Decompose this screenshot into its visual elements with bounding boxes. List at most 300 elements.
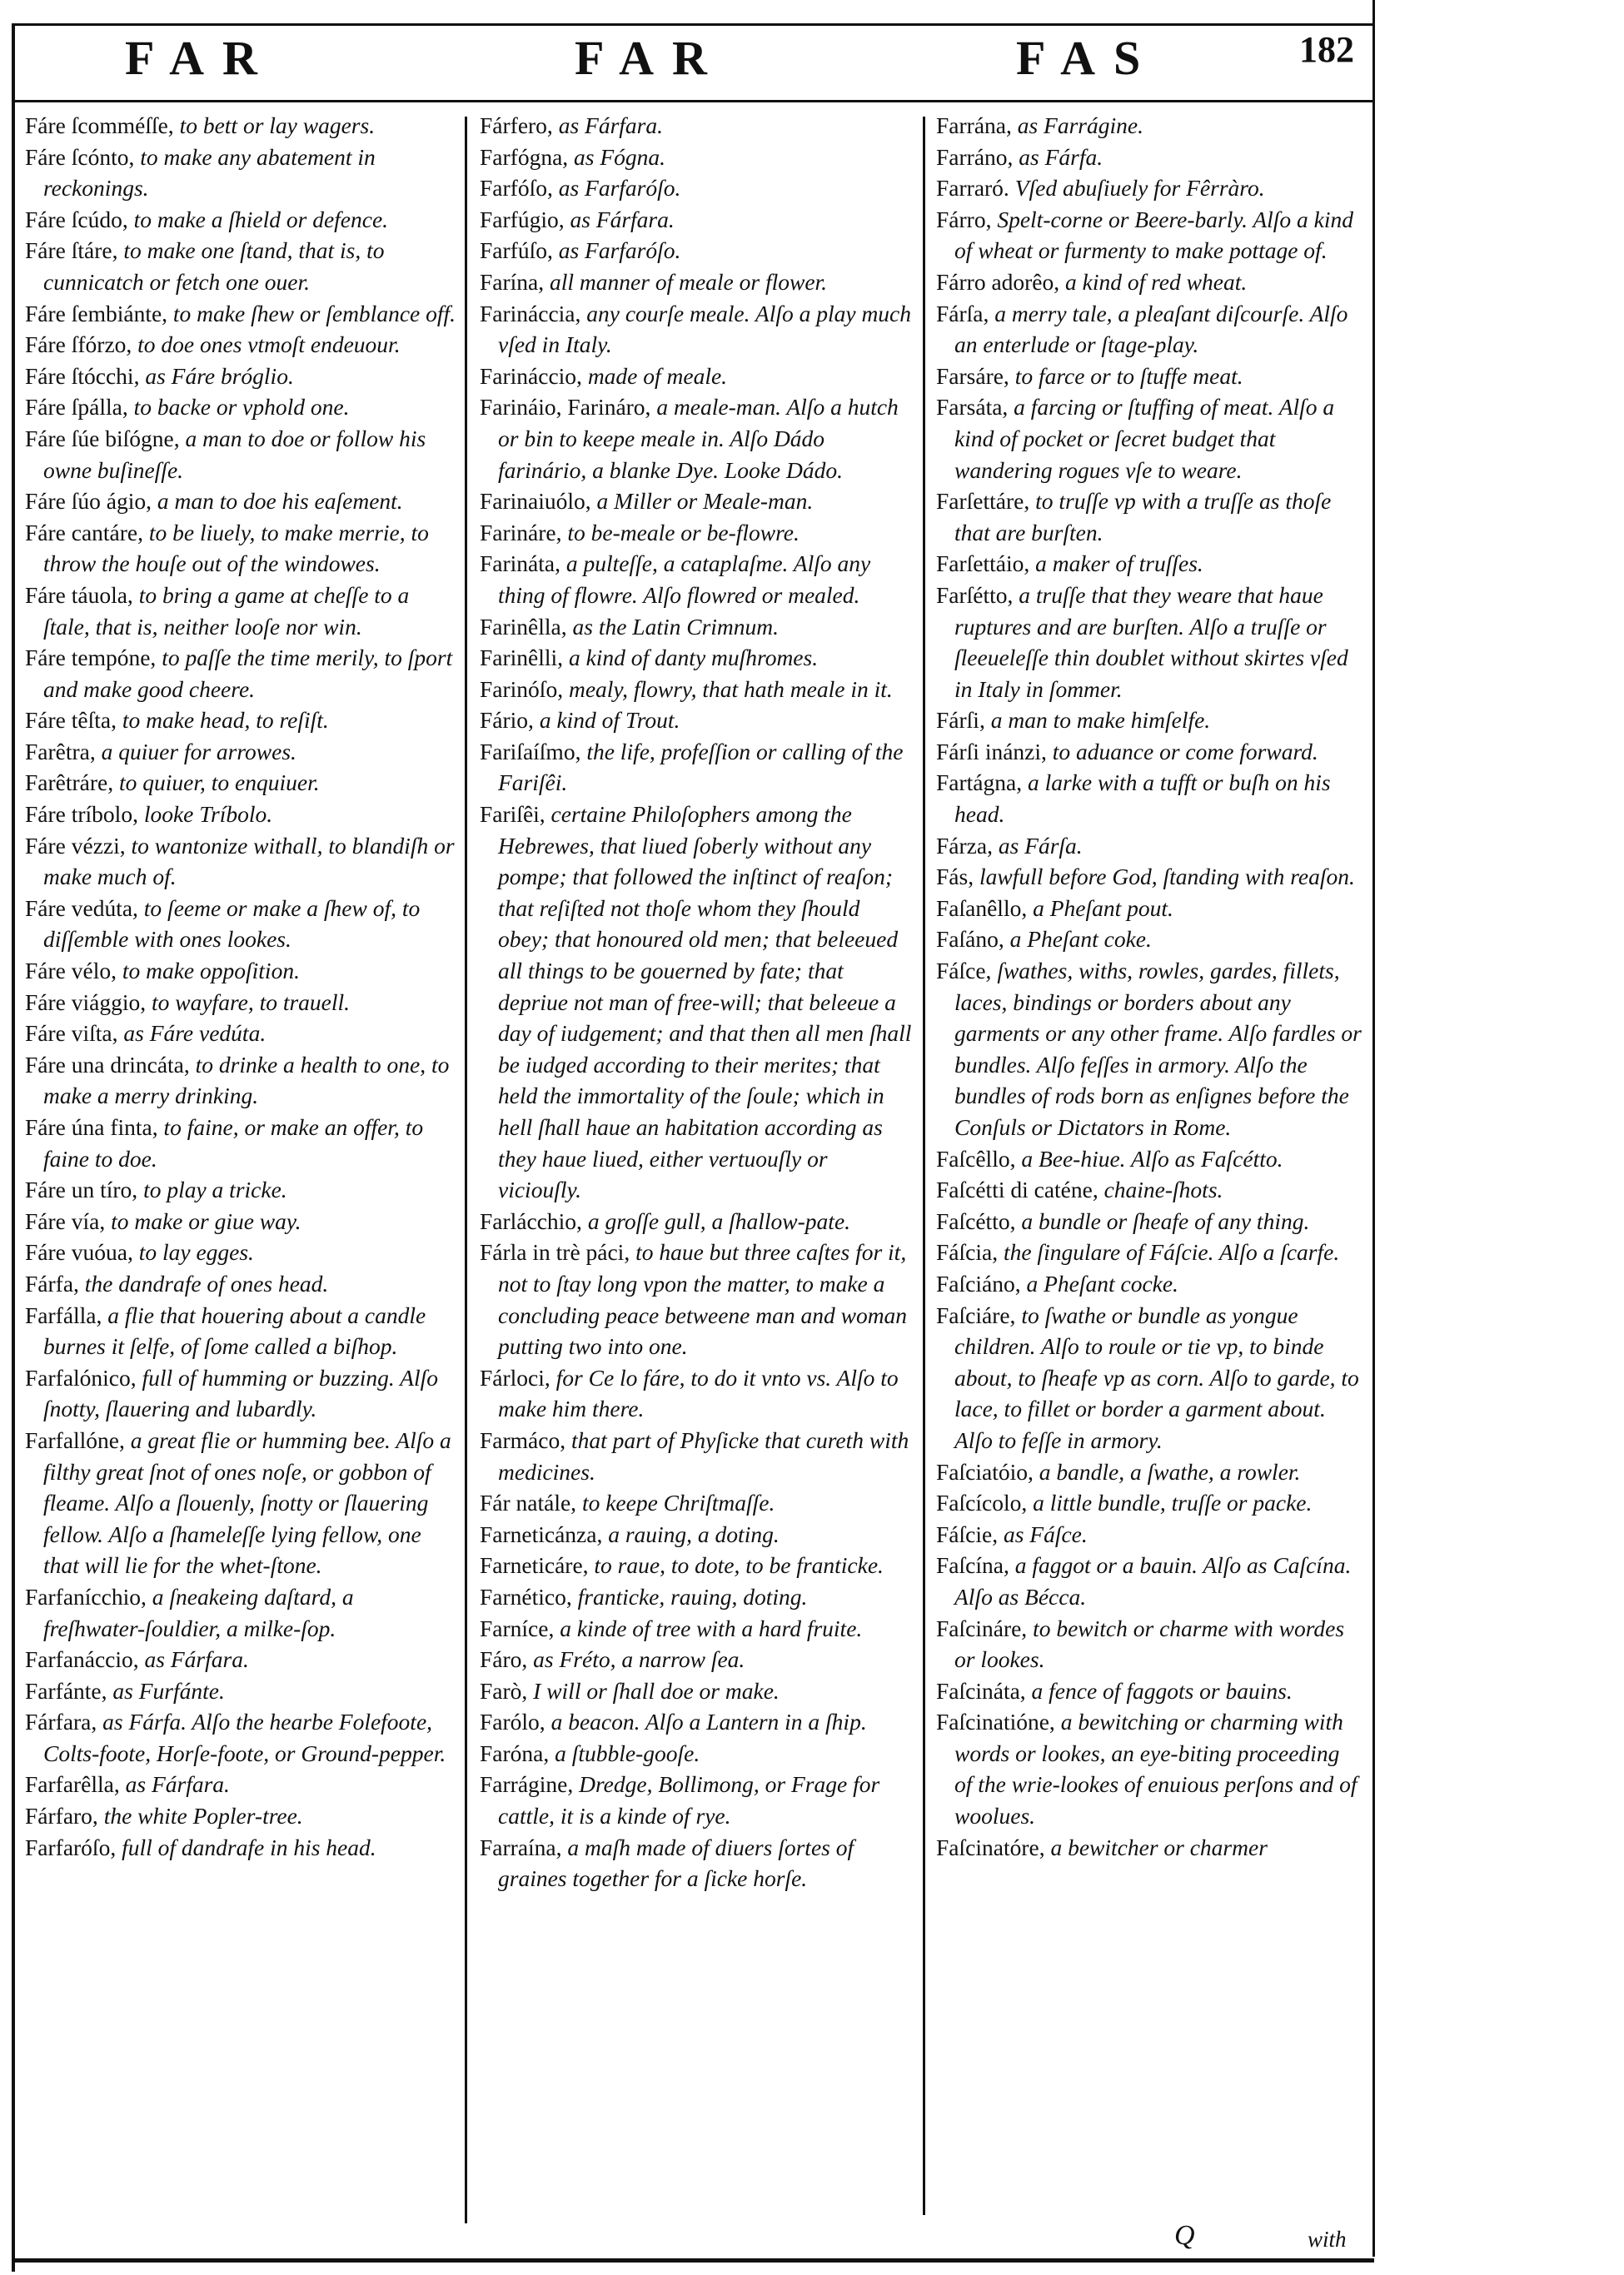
entry-headword: Farinóſo, [480,675,564,702]
dictionary-entry [480,110,913,142]
dictionary-entry [25,485,458,517]
dictionary-entry [936,266,1362,298]
entry-headword: Farfanícchio, [25,1583,147,1610]
entry-headword: Farnético, [480,1583,572,1610]
entry-definition: to make one ſtand, that is, to cunnicatch or fetch one ouer. [43,237,385,295]
entry-definition: to farce or to ſtuffe meat. [1014,362,1243,389]
entry-headword: Fário, [480,707,534,734]
entry-headword: Farêtra, [25,738,96,764]
entry-definition: as Fáſce. [1003,1521,1088,1547]
dictionary-entry [25,767,458,799]
entry-headword: Farfánte, [25,1677,107,1704]
dictionary-entry [936,142,1362,173]
dictionary-entry [25,1268,458,1300]
dictionary-entry [480,298,913,361]
entry-definition: a Pheſant cocke. [1026,1270,1178,1297]
entry-definition: to raue, to dote, to be franticke. [594,1552,884,1579]
entry-definition: as Fárfara. [144,1646,249,1673]
column-rule-2 [923,117,925,2215]
entry-definition: I will or ſhall doe or make. [533,1677,780,1704]
entry-definition: to bring a game at cheſſe to a ſtale, that is, neither looſe nor win. [43,581,410,640]
dictionary-entry [25,1644,458,1675]
entry-definition: all manner of meale or flower. [550,268,828,295]
entry-definition: to faine, or make an offer, to faine to doe. [43,1114,424,1172]
entry-definition: as Fáre bróglio. [145,362,294,389]
entry-definition: as Farfaróſo. [558,175,681,202]
entry-headword: Farfúgio, [480,206,565,232]
entry-headword: Fáre úna finta, [25,1114,158,1140]
entry-definition: mealy, flowry, that hath meale in it. [568,675,893,702]
entry-definition: the ſingulare of Fáſcie. Alſo a ſcarfe. [1003,1239,1340,1266]
entry-headword: Faſcícolo, [936,1490,1028,1516]
dictionary-entry [25,1706,458,1769]
entry-headword: Faróna, [480,1740,550,1766]
entry-definition: Vſed abuſiuely for Fêrràro. [1014,175,1265,202]
entry-headword: Fartágna, [936,769,1023,796]
dictionary-entry [25,704,458,736]
entry-definition: to drinke a health to one, to make a merry drinking. [43,1051,450,1109]
entry-definition: a maker of truſſes. [1035,550,1203,577]
entry-headword: Fáre vedúta, [25,894,138,921]
entry-definition: a man to doe his eaſement. [157,488,403,515]
entry-definition: to make any abatement in reckonings. [43,143,376,202]
entry-definition: to make head, to reſiſt. [122,707,329,734]
entry-definition: to doe ones vtmoſt endeuour. [137,331,401,358]
dictionary-entry [25,142,458,204]
entry-headword: Fáre têſta, [25,707,117,734]
entry-definition: full of dandrafe in his head. [122,1834,376,1860]
entry-definition: for Ce lo fáre, to do it vnto vs. Alſo to make him there. [498,1364,899,1422]
entry-definition: Dredge, Bollimong, or Frage for cattle, it is a kinde of rye. [498,1771,880,1829]
entry-headword: Faſciatóio, [936,1458,1034,1485]
dictionary-entry [936,1300,1362,1456]
dictionary-entry [25,1675,458,1707]
entry-headword: Farfálla, [25,1302,102,1328]
dictionary-entry [25,1112,458,1174]
entry-definition: a bewitcher or charmer [1050,1834,1268,1860]
entry-headword: Fariſaíſmo, [480,738,581,764]
entry-definition: a kind of Trout. [539,707,680,734]
dictionary-entry [25,110,458,142]
entry-headword: Fáre ſtócchi, [25,362,140,389]
entry-definition: to make a ſhield or defence. [133,206,389,232]
entry-headword: Farfaróſo, [25,1834,117,1860]
dictionary-entry [25,1362,458,1425]
dictionary-entry [25,1237,458,1268]
entry-headword: Fáre viſta, [25,1020,118,1047]
entry-headword: Fárſa, [936,300,989,326]
entry-definition: a kind of danty muſhromes. [568,645,819,671]
entry-definition: as Fárſa. [998,832,1083,859]
entry-definition: to paſſe the time merily, to ſport and make good cheere. [43,645,453,702]
entry-definition: to ſeeme or make a ſhew of, to diſſemble with ones lookes. [43,894,421,953]
entry-headword: Fáre táuola, [25,581,133,608]
dictionary-entry [936,298,1362,361]
dictionary-entry [936,1268,1362,1300]
entry-definition: as Furfánte. [112,1677,225,1704]
entry-definition: as Farrágine. [1017,112,1143,138]
entry-definition: franticke, rauing, doting. [577,1583,808,1610]
entry-headword: Fáſcie, [936,1521,999,1547]
dictionary-entry [936,1487,1362,1519]
dictionary-entry [936,1613,1362,1675]
dictionary-entry [936,485,1362,548]
entry-definition: to lay egges. [138,1239,254,1266]
entry-definition: as Fárfara. [125,1771,230,1798]
dictionary-entry [480,266,913,298]
dictionary-entry [25,642,458,704]
entry-headword: Farêtráre, [25,769,114,796]
entry-headword: Farína, [480,268,545,295]
entry-headword: Fáre viággio, [25,988,147,1015]
entry-definition: certaine Philoſophers among the Hebrewes, that liued ſoberly without any pompe; that followed the inſtinct of reaſon; that reſiſted not thoſe whom they ſhould obey; that honoured old men; that beleeued all things to be gouerned by fate; that depriue not man of free-will; that beleeue a day of iudgement; and that then all men ſhall be iudged according to their merites; that held the immortality of the ſoule; which in hell ſhall haue an habitation according as they haue liued, either vertuouſly or viciouſly. [498,801,912,1203]
dictionary-entry [480,611,913,643]
entry-headword: Farináccio, [480,362,582,389]
entry-definition: a maſh made of diuers ſortes of graines together for a ſicke horſe. [498,1834,854,1892]
entry-headword: Fáro, [480,1646,528,1673]
entry-definition: ſwathes, withs, rowles, gardes, fillets, laces, bindings or borders about any garments or any other frame. Alſo fardles or bundles. Alſo feſſes in armory. Alſo the bundles of rods born as enſignes before the Conſuls or Dictators in Rome. [954,958,1362,1140]
entry-headword: Faſciáre, [936,1302,1016,1328]
entry-headword: Faſcinatióne, [936,1709,1055,1735]
dictionary-entry [936,861,1362,893]
entry-definition: a beacon. Alſo a Lantern in a ſhip. [550,1709,867,1735]
dictionary-entry [480,1425,913,1487]
entry-headword: Fárloci, [480,1364,550,1391]
dictionary-entry [480,361,913,392]
entry-definition: as Fárfara. [558,112,663,138]
dictionary-entry [25,893,458,955]
dictionary-entry [25,1769,458,1800]
dictionary-entry [480,548,913,610]
entry-headword: Fárfa, [25,1270,79,1297]
running-head-right: FAS [1016,31,1159,85]
column-3 [936,110,1362,1863]
entry-definition: a faggot or a bauin. Alſo as Caſcína. Alſo as Bécca. [954,1552,1352,1610]
entry-definition: a little bundle, truſſe or packe. [1033,1490,1313,1516]
entry-headword: Farſettáio, [936,550,1030,577]
entry-definition: a kind of red wheat. [1065,268,1248,295]
entry-headword: Faſcináta, [936,1677,1026,1704]
dictionary-entry [25,1206,458,1237]
entry-definition: a groſſe gull, a ſhallow-pate. [587,1207,851,1234]
dictionary-entry [480,142,913,173]
entry-definition: a truſſe that they weare that haue ruptures and are burſten. Alſo a truſſe or ſleeueleſſe thin doublet without skirtes vſed in Italy in ſommer. [954,581,1348,702]
entry-headword: Faſáno, [936,926,1004,953]
entry-definition: a great flie or humming bee. Alſo a filthy great ſnot of ones noſe, or gobbon of fleame. Alſo a ſlouenly, ſnotty or ſlauering fellow. Alſo a ſhameleſſe lying fellow, one that will lie for the whet-ſtone. [43,1426,451,1579]
dictionary-entry [480,704,913,736]
dictionary-entry [25,298,458,330]
entry-headword: Fáre una drincáta, [25,1051,190,1078]
page-border-top [12,23,1374,26]
dictionary-entry [936,172,1362,204]
entry-headword: Fáre ſtáre, [25,237,118,264]
dictionary-entry [936,1519,1362,1551]
dictionary-entry [480,674,913,705]
entry-headword: Fárſi inánzi, [936,738,1047,764]
dictionary-entry [936,1550,1362,1612]
entry-definition: to be-meale or be-flowre. [567,519,800,545]
dictionary-entry [480,642,913,674]
dictionary-entry [480,1769,913,1831]
entry-definition: a farcing or ſtuffing of meat. Alſo a kind of pocket or ſecret budget that wandering rogues vſe to weare. [954,394,1335,483]
entry-headword: Fáre ſembiánte, [25,300,168,326]
entry-headword: Fariſêi, [480,801,545,828]
entry-headword: Faſcináre, [936,1615,1028,1641]
entry-definition: a ſtubble-gooſe. [555,1740,700,1766]
entry-definition: a fence of faggots or bauins. [1031,1677,1293,1704]
entry-definition: to truſſe vp with a truſſe as thoſe that are burſten. [954,488,1332,545]
dictionary-entry [936,1206,1362,1237]
dictionary-entry [480,1644,913,1675]
dictionary-entry [25,1581,458,1644]
entry-headword: Farò, [480,1677,528,1704]
entry-definition: a ſneakeing daſtard, a freſhwater-ſouldier, a milke-ſop. [43,1583,354,1641]
entry-definition: to wantonize withall, to blandiſh or make much of. [43,832,455,890]
entry-definition: to wayfare, to trauell. [151,988,351,1015]
entry-headword: Fáre ſcúdo, [25,206,128,232]
entry-headword: Faſcêllo, [936,1145,1016,1172]
entry-definition: as Fárfara. [570,206,675,232]
column-1 [25,110,458,1863]
entry-headword: Fárfero, [480,112,553,138]
entry-definition: to haue but three caſtes for it, not to ſtay long vpon the matter, to make a concluding peace betweene man and woman putting two into one. [498,1239,908,1360]
page-border-bottom [12,2258,1374,2263]
entry-headword: Faſanêllo, [936,894,1028,921]
dictionary-entry [25,1049,458,1112]
entry-headword: Farfarêlla, [25,1771,120,1798]
entry-definition: to quiuer, to enquiuer. [118,769,320,796]
entry-definition: as Fárfa. [1019,143,1103,170]
entry-headword: Farinêlla, [480,613,567,640]
header-rule [15,100,1372,102]
entry-definition: full of humming or buzzing. Alſo ſnotty, ſlauering and lubardly. [43,1364,439,1422]
dictionary-entry [480,235,913,266]
entry-definition: to make or giue way. [111,1207,301,1234]
dictionary-entry [936,1143,1362,1175]
entry-headword: Farinaiuólo, [480,488,591,515]
entry-headword: Fáre tríbolo, [25,801,138,828]
entry-definition: a quiuer for arrowes. [101,738,296,764]
entry-definition: to ſwathe or bundle as yongue children. Alſo to roule or tie vp, to binde about, to ſheafe vp as corn. Alſo to garde, to lace, to fillet or border a garment about. Alſo to feſſe in armory. [954,1302,1359,1453]
running-head-left: FAR [125,31,276,85]
entry-headword: Fárla in trè páci, [480,1239,630,1266]
entry-headword: Fárſi, [936,707,985,734]
dictionary-entry [25,361,458,392]
dictionary-entry [25,423,458,485]
entry-definition: looke Tríbolo. [143,801,273,828]
dictionary-entry [480,1550,913,1581]
entry-definition: a bandle, a ſwathe, a rowler. [1039,1458,1301,1485]
dictionary-entry [25,204,458,236]
entry-headword: Fáre vézzi, [25,832,126,859]
running-head-center: FAR [575,31,725,85]
entry-headword: Farſettáre, [936,488,1030,515]
entry-definition: a man to make himſelfe. [990,707,1211,734]
entry-headword: Fáre cantáre, [25,519,143,545]
dictionary-entry [480,1613,913,1645]
entry-headword: Faſcétto, [936,1207,1016,1234]
entry-definition: any courſe meale. Alſo a play much vſed in Italy. [498,300,912,358]
entry-headword: Fáre ſpálla, [25,394,128,421]
entry-headword: Farneticánza, [480,1521,603,1547]
entry-definition: a larke with a tufft or buſh on his head. [954,769,1331,828]
entry-headword: Farsáre, [936,362,1009,389]
dictionary-entry [480,172,913,204]
entry-definition: a man to doe or follow his owne buſineſſe. [43,425,426,483]
entry-headword: Farrágine, [480,1771,574,1798]
entry-headword: Faſcinatóre, [936,1834,1045,1860]
dictionary-entry [480,1706,913,1738]
entry-headword: Faſcétti di caténe, [936,1177,1098,1203]
entry-headword: Farráno, [936,143,1014,170]
entry-definition: as Fógna. [574,143,666,170]
entry-definition: as Fáre vedúta. [123,1020,267,1047]
entry-headword: Fáre ſúo ágio, [25,488,152,515]
dictionary-entry [25,799,458,830]
entry-headword: Farfóſo, [480,175,553,202]
entry-headword: Fáre tempóne, [25,645,157,671]
entry-definition: the white Popler-tree. [103,1803,303,1829]
dictionary-entry [25,391,458,423]
dictionary-entry [480,736,913,799]
entry-definition: a flie that houering about a candle burnes it ſelfe, of ſome called a biſhop. [43,1302,426,1360]
entry-headword: Farſétto, [936,581,1014,608]
entry-headword: Farníce, [480,1615,555,1641]
dictionary-entry [936,1237,1362,1268]
entry-definition: a kinde of tree with a hard fruite. [560,1615,863,1641]
entry-headword: Farináio, Farináro, [480,394,651,421]
dictionary-entry [936,580,1362,704]
entry-definition: a pulteſſe, a cataplaſme. Alſo any thing of flowre. Alſo flowred or mealed. [498,550,871,608]
entry-headword: Farfanáccio, [25,1646,139,1673]
entry-definition: a Bee-hiue. Alſo as Faſcétto. [1021,1145,1283,1172]
entry-definition: the life, profeſſion or calling of the Fariſêi. [498,738,904,796]
dictionary-entry [936,1675,1362,1707]
entry-definition: to make oppoſition. [122,958,300,984]
entry-headword: Farfúſo, [480,237,553,264]
entry-definition: a bundle or ſheafe of any thing. [1021,1207,1310,1234]
entry-definition: to make ſhew or ſemblance off. [172,300,456,326]
dictionary-entry [480,1362,913,1425]
entry-definition: a rauing, a doting. [608,1521,780,1547]
entry-definition: a merry tale, a pleaſant diſcourſe. Alſo an enterlude or ſtage-play. [954,300,1348,358]
entry-headword: Farraína, [480,1834,562,1860]
dictionary-entry [936,1832,1362,1864]
entry-headword: Fáſcia, [936,1239,999,1266]
entry-definition: the dandrafe of ones head. [84,1270,329,1297]
entry-headword: Farlácchio, [480,1207,582,1234]
dictionary-entry [480,799,913,1206]
dictionary-entry [480,1581,913,1613]
dictionary-entry [25,580,458,642]
dictionary-entry [25,736,458,768]
entry-headword: Fárro adorêo, [936,268,1060,295]
entry-definition: as Fréto, a narrow ſea. [533,1646,745,1673]
dictionary-entry [936,204,1362,266]
entry-definition: to backe or vphold one. [133,394,350,421]
entry-headword: Fáre ſcónto, [25,143,135,170]
entry-headword: Faſciáno, [936,1270,1021,1297]
entry-definition: as the Latin Crimnum. [572,613,780,640]
dictionary-entry [936,923,1362,955]
dictionary-entry [936,1706,1362,1831]
page-border-right [1372,0,1375,2257]
dictionary-entry [480,485,913,517]
entry-definition: to keepe Chriſtmaſſe. [581,1490,775,1516]
entry-headword: Faſcína, [936,1552,1009,1579]
dictionary-entry [480,1237,913,1362]
dictionary-entry [25,955,458,987]
entry-headword: Fáre vía, [25,1207,106,1234]
entry-definition: a meale-man. Alſo a hutch or bin to keepe meale in. Alſo Dádo farinário, a blanke Dye. Looke Dádo. [498,394,899,483]
dictionary-entry [480,1206,913,1237]
dictionary-entry [25,1174,458,1206]
dictionary-entry [25,1832,458,1864]
entry-headword: Fárfaro, [25,1803,98,1829]
page-border-left [12,23,15,2272]
entry-headword: Farneticáre, [480,1552,589,1579]
dictionary-entry [936,767,1362,829]
entry-headword: Fáre vuóua, [25,1239,133,1266]
entry-headword: Fárfara, [25,1709,97,1735]
catchword: with [1308,2227,1347,2252]
dictionary-entry [480,1832,913,1894]
column-rule-1 [465,117,467,2223]
entry-headword: Fárro, [936,206,992,232]
page-number: 182 [1299,29,1354,70]
entry-definition: chaine-ſhots. [1103,1177,1223,1203]
dictionary-entry [480,1519,913,1551]
dictionary-entry [936,893,1362,924]
dictionary-entry [936,361,1362,392]
dictionary-entry [480,391,913,485]
dictionary-entry [480,517,913,549]
entry-headword: Farinêlli, [480,645,564,671]
entry-definition: a Miller or Meale-man. [596,488,814,515]
entry-definition: to bett or lay wagers. [179,112,376,138]
entry-definition: that part of Phyſicke that cureth with medicines. [498,1426,909,1485]
entry-definition: a Pheſant coke. [1009,926,1152,953]
dictionary-entry [936,736,1362,768]
entry-headword: Farináre, [480,519,562,545]
entry-headword: Fár natále, [480,1490,577,1516]
entry-headword: Farmáco, [480,1426,566,1453]
dictionary-entry [25,987,458,1018]
entry-definition: as Farfaróſo. [558,237,681,264]
entry-definition: lawfull before God, ſtanding with reaſon. [979,864,1355,890]
entry-headword: Farináccia, [480,300,581,326]
signature-mark: Q [1174,2220,1195,2251]
dictionary-entry [25,830,458,893]
dictionary-entry [936,1456,1362,1488]
dictionary-entry [480,1675,913,1707]
dictionary-entry [936,548,1362,580]
entry-headword: Fáre un tíro, [25,1177,138,1203]
column-2 [480,110,913,1894]
dictionary-entry [25,1300,458,1362]
entry-headword: Farfallóne, [25,1426,125,1453]
entry-definition: a bewitching or charming with words or lookes, an eye-biting proceeding of the wrie-lookes of enuious perſons and of woolues. [954,1709,1357,1829]
dictionary-entry [936,830,1362,862]
dictionary-entry [480,1738,913,1770]
entry-headword: Fáre vélo, [25,958,117,984]
dictionary-entry [25,1800,458,1832]
entry-definition: to be liuely, to make merrie, to throw the houſe out of the windowes. [43,519,429,577]
dictionary-entry [480,204,913,236]
entry-headword: Farfógna, [480,143,569,170]
dictionary-entry [25,1018,458,1049]
dictionary-entry [936,391,1362,485]
